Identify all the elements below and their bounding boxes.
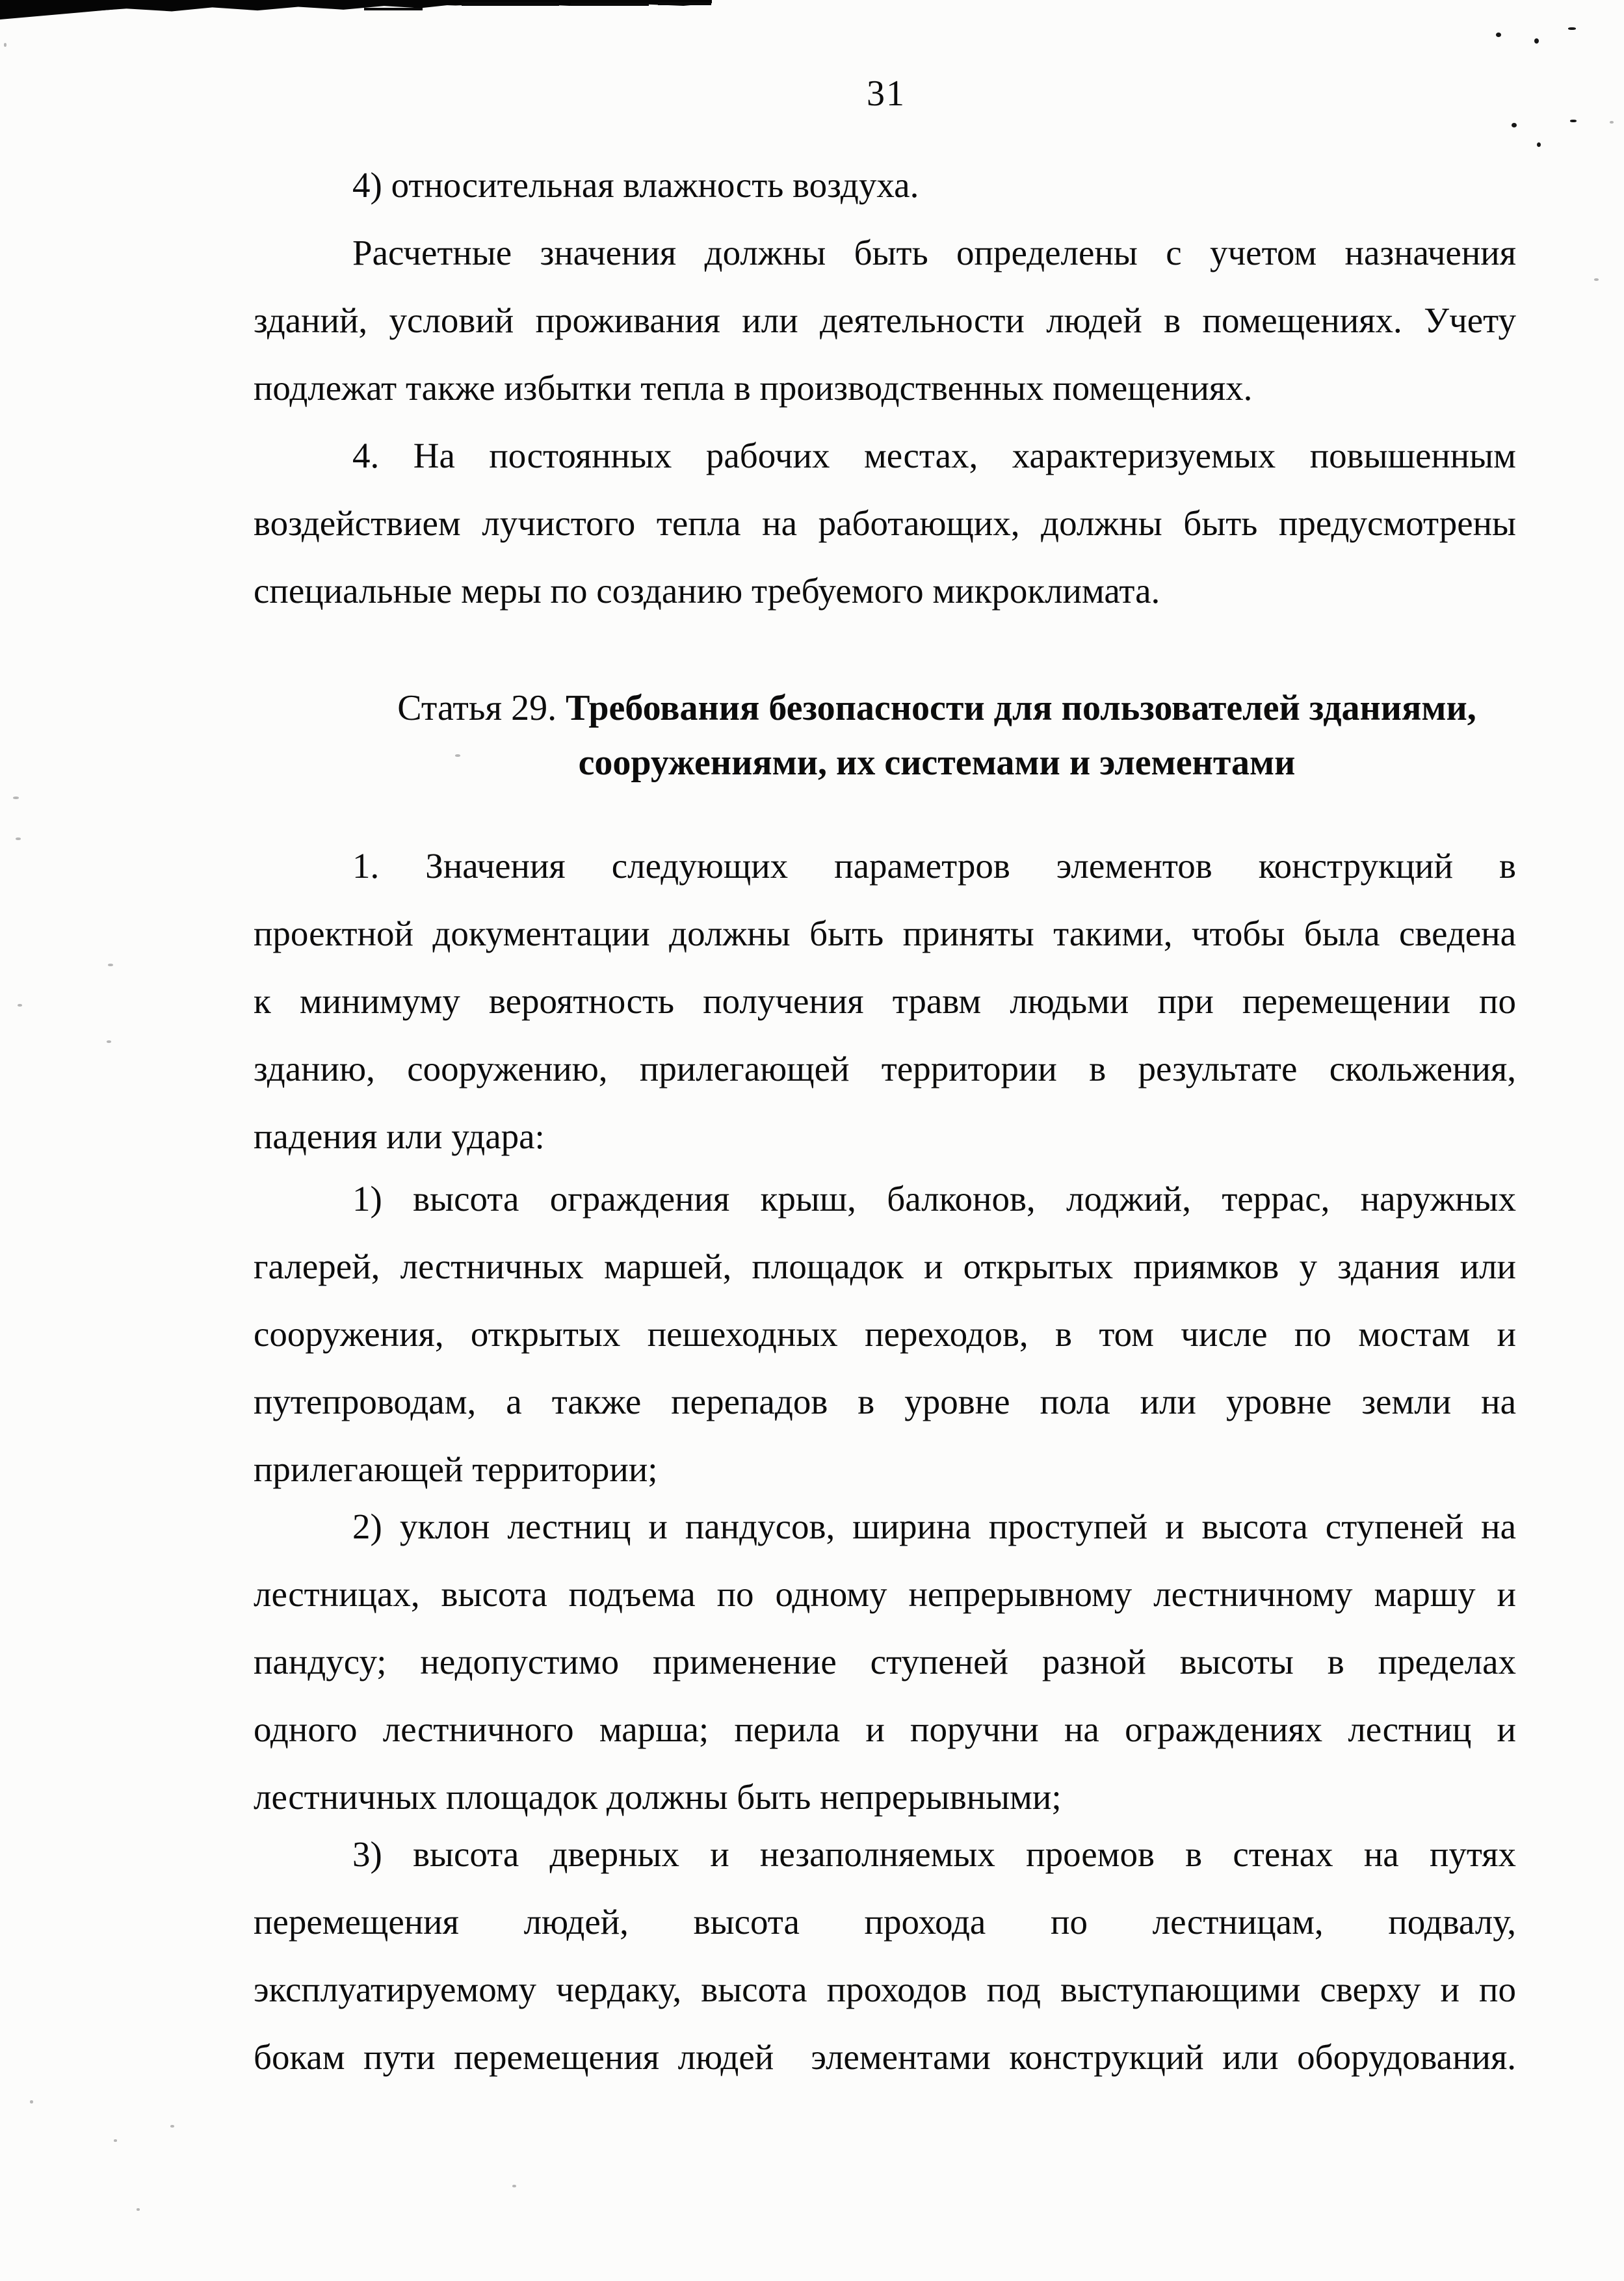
text-line: к минимуму вероятность получения травм людьми при перемещении по	[254, 981, 1516, 1021]
faint-speck	[1594, 278, 1599, 281]
article-heading-title: Требования безопасности для пользователей зданиями,	[566, 688, 1476, 728]
ink-speck	[1534, 38, 1539, 44]
text-line: бокам пути перемещения людей элементами конструкций или оборудования.	[254, 2037, 1516, 2077]
scan-artifact-dash	[571, 3, 649, 6]
text-line: одного лестничного марша; перила и поручни на ограждениях лестниц и	[254, 1709, 1516, 1749]
text-line: Расчетные значения должны быть определены с учетом назначения	[352, 233, 1516, 272]
scan-artifact-dash	[462, 2, 559, 6]
text-line: проектной документации должны быть приняты такими, чтобы была сведена	[254, 914, 1516, 953]
faint-speck	[18, 1004, 22, 1007]
faint-speck	[512, 2185, 516, 2187]
faint-speck	[114, 2139, 117, 2142]
text-line: галерей, лестничных маршей, площадок и открытых приямков у здания или	[254, 1246, 1516, 1286]
text-line: лестничных площадок должны быть непрерывными;	[254, 1777, 1062, 1817]
article-heading-label: Статья 29.	[397, 688, 566, 728]
faint-speck	[30, 2100, 33, 2103]
scan-artifact-top-wedge	[0, 0, 153, 20]
text-line: сооружения, открытых пешеходных переходов, в том числе по мостам и	[254, 1314, 1516, 1354]
text-line: пандусу; недопустимо применение ступеней разной высоты в пределах	[254, 1642, 1516, 1681]
article-heading-line1	[254, 688, 1516, 730]
text-line: зданий, условий проживания или деятельности людей в помещениях. Учету	[254, 300, 1516, 340]
scan-artifact-dash	[364, 8, 423, 10]
faint-speck	[170, 2125, 174, 2128]
article-heading-line2: сооружениями, их системами и элементами	[578, 743, 1296, 783]
text-line: воздействием лучистого тепла на работающих, должны быть предусмотрены	[254, 503, 1516, 543]
faint-speck	[13, 797, 19, 799]
ink-speck	[1496, 33, 1501, 37]
faint-speck	[108, 964, 113, 966]
text-line: путепроводам, а также перепадов в уровне пола или уровне земли на	[254, 1382, 1516, 1421]
scan-artifact-dash	[658, 2, 711, 5]
text-line: подлежат также избытки тепла в производственных помещениях.	[254, 368, 1253, 408]
ink-speck	[1570, 120, 1577, 122]
text-line: перемещения людей, высота прохода по лестницам, подвалу,	[254, 1902, 1516, 1942]
text-line: 1) высота ограждения крыш, балконов, лоджий, террас, наружных	[352, 1179, 1516, 1219]
text-line: лестницах, высота подъема по одному непрерывному лестничному маршу и	[254, 1574, 1516, 1614]
page-number: 31	[867, 73, 906, 114]
faint-speck	[1610, 121, 1614, 124]
ink-speck	[1568, 27, 1576, 30]
ink-speck	[1537, 142, 1541, 147]
text-line: прилегающей территории;	[254, 1449, 658, 1489]
text-line: 3) высота дверных и незаполняемых проемов в стенах на путях	[352, 1834, 1516, 1874]
text-line: 4. На постоянных рабочих местах, характеризуемых повышенным	[352, 436, 1516, 475]
text-line: специальные меры по созданию требуемого микроклимата.	[254, 571, 1160, 611]
text-line: 1. Значения следующих параметров элементов конструкций в	[352, 846, 1516, 886]
text-line: зданию, сооружению, прилегающей территории в результате скольжения,	[254, 1049, 1516, 1088]
faint-speck	[137, 2208, 140, 2211]
text-line: 4) относительная влажность воздуха.	[352, 165, 919, 205]
ink-speck	[1512, 123, 1517, 127]
text-line: 2) уклон лестниц и пандусов, ширина проступей и высота ступеней на	[352, 1507, 1516, 1546]
faint-speck	[4, 43, 7, 47]
text-line: эксплуатируемому чердаку, высота проходов под выступающими сверху и по	[254, 1970, 1516, 2009]
text-line: падения или удара:	[254, 1116, 545, 1156]
faint-speck	[107, 1040, 111, 1043]
faint-speck	[16, 837, 21, 840]
